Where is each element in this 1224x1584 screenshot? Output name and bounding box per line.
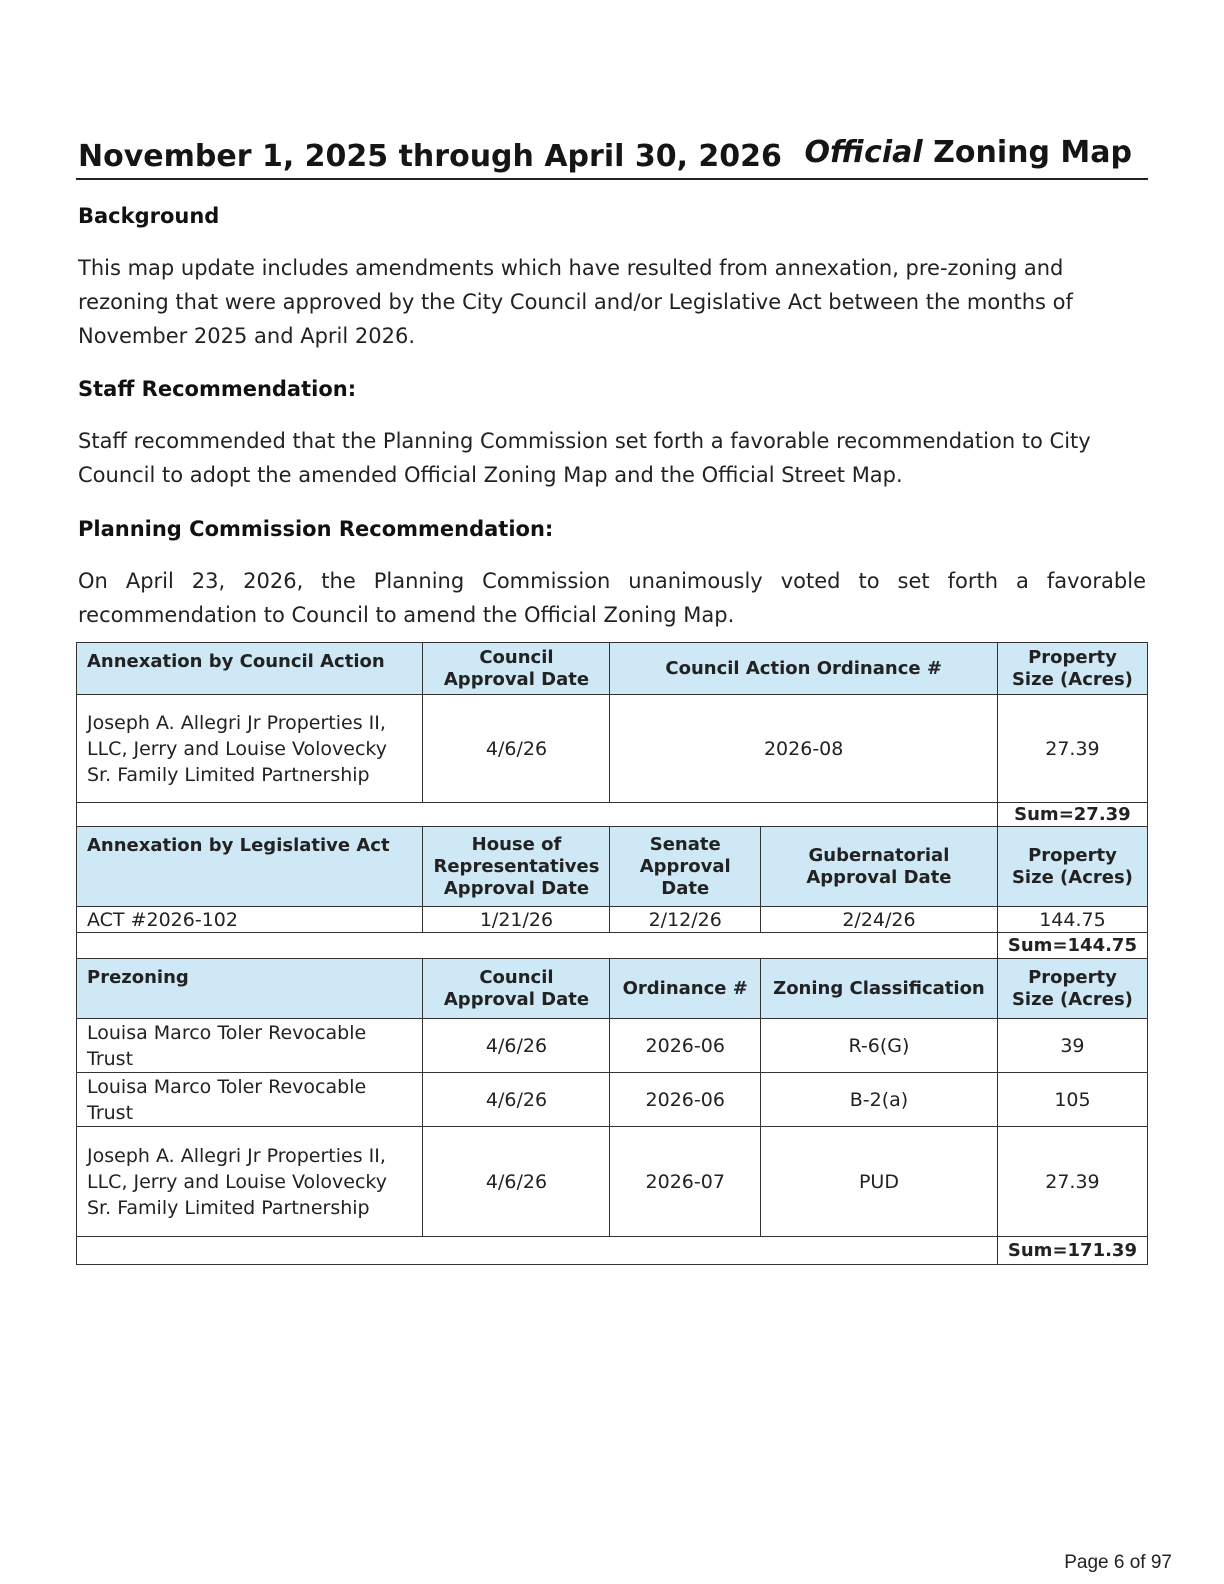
header-prezoning: Prezoning: [77, 959, 423, 1019]
header-house-approval-date: House of Representatives Approval Date: [423, 827, 610, 907]
header-property-size: Property Size (Acres): [997, 827, 1147, 907]
table-row: [77, 1127, 1148, 1237]
document-title: [804, 135, 1132, 170]
header-ordinance: Ordinance #: [610, 959, 761, 1019]
header-council-approval-date: Council Approval Date: [423, 959, 610, 1019]
annex-council-sum: Sum=27.39: [997, 803, 1147, 827]
header-council-approval-date: Council Approval Date: [423, 643, 610, 695]
prezoning-ordinance: 2026-06: [610, 1019, 761, 1073]
staff-recommendation-heading: Staff Recommendation:: [78, 377, 357, 401]
staff-recommendation-text: Staff recommended that the Planning Commission set forth a favorable recommendation to City Council to adopt the amended Official Zoning Map and the Official Street Map.: [78, 429, 1091, 487]
prezoning-zoning: B-2(a): [761, 1073, 998, 1127]
prezoning-ordinance: 2026-06: [610, 1073, 761, 1127]
prezoning-zoning: R-6(G): [761, 1019, 998, 1073]
background-heading: Background: [78, 204, 220, 228]
annex-legislative-size: 144.75: [997, 907, 1147, 933]
prezoning-size: 27.39: [997, 1127, 1147, 1237]
annex-legislative-act: ACT #2026-102: [77, 907, 423, 933]
prezoning-name: Joseph A. Allegri Jr Properties II, LLC, Jerry and Louise Volovecky Sr. Family Limited Partnership: [77, 1127, 423, 1237]
prezoning-header-row: [77, 959, 1148, 1019]
sum-spacer: [77, 933, 998, 959]
header-council-action-ordinance: Council Action Ordinance #: [610, 643, 997, 695]
prezoning-date: 4/6/26: [423, 1019, 610, 1073]
header-property-size: Property Size (Acres): [997, 959, 1147, 1019]
table-row: [77, 1073, 1148, 1127]
prezoning-date: 4/6/26: [423, 1073, 610, 1127]
prezoning-name: Louisa Marco Toler Revocable Trust: [77, 1073, 423, 1127]
title-italic: Official: [804, 135, 923, 170]
table-row: [77, 1019, 1148, 1073]
table-row: [77, 907, 1148, 933]
header-zoning-classification: Zoning Classification: [761, 959, 998, 1019]
zoning-actions-table: [76, 642, 1148, 1265]
background-text: This map update includes amendments which have resulted from annexation, pre-zoning and rezoning that were approved by the City Council and/or Legislative Act between the months of November 2025 and April 2026.: [78, 256, 1073, 348]
prezoning-name: Louisa Marco Toler Revocable Trust: [77, 1019, 423, 1073]
annex-council-header-row: [77, 643, 1148, 695]
prezoning-ordinance: 2026-07: [610, 1127, 761, 1237]
planning-commission-text: On April 23, 2026, the Planning Commission unanimously voted to set forth a favorable recommendation to Council to amend the Official Zoning Map.: [78, 569, 1146, 627]
annex-legislative-sum: Sum=144.75: [997, 933, 1147, 959]
annex-council-size: 27.39: [997, 695, 1147, 803]
prezoning-sum: Sum=171.39: [997, 1237, 1147, 1265]
sum-spacer: [77, 803, 998, 827]
page-header: [76, 132, 1148, 180]
prezoning-size: 105: [997, 1073, 1147, 1127]
date-range-title: November 1, 2025 through April 30, 2026: [78, 139, 782, 174]
header-property-size: Property Size (Acres): [997, 643, 1147, 695]
table-row: [77, 695, 1148, 803]
header-annexation-council: Annexation by Council Action: [77, 643, 423, 695]
annex-legislative-gov-date: 2/24/26: [761, 907, 998, 933]
annex-legislative-senate-date: 2/12/26: [610, 907, 761, 933]
title-rest: Zoning Map: [933, 135, 1132, 170]
prezoning-date: 4/6/26: [423, 1127, 610, 1237]
annex-legislative-sum-row: [77, 933, 1148, 959]
header-annexation-legislative: Annexation by Legislative Act: [77, 827, 423, 907]
prezoning-sum-row: [77, 1237, 1148, 1265]
header-senate-approval-date: Senate Approval Date: [610, 827, 761, 907]
header-gubernatorial-approval-date: Gubernatorial Approval Date: [761, 827, 998, 907]
planning-commission-heading: Planning Commission Recommendation:: [78, 517, 554, 541]
annex-council-date: 4/6/26: [423, 695, 610, 803]
annex-council-sum-row: [77, 803, 1148, 827]
annex-legislative-house-date: 1/21/26: [423, 907, 610, 933]
prezoning-zoning: PUD: [761, 1127, 998, 1237]
annex-council-ordinance: 2026-08: [610, 695, 997, 803]
annex-council-name: Joseph A. Allegri Jr Properties II, LLC, Jerry and Louise Volovecky Sr. Family Limited Partnership: [77, 695, 423, 803]
sum-spacer: [77, 1237, 998, 1265]
prezoning-size: 39: [997, 1019, 1147, 1073]
annex-legislative-header-row: [77, 827, 1148, 907]
page-number: Page 6 of 97: [1064, 1552, 1172, 1573]
